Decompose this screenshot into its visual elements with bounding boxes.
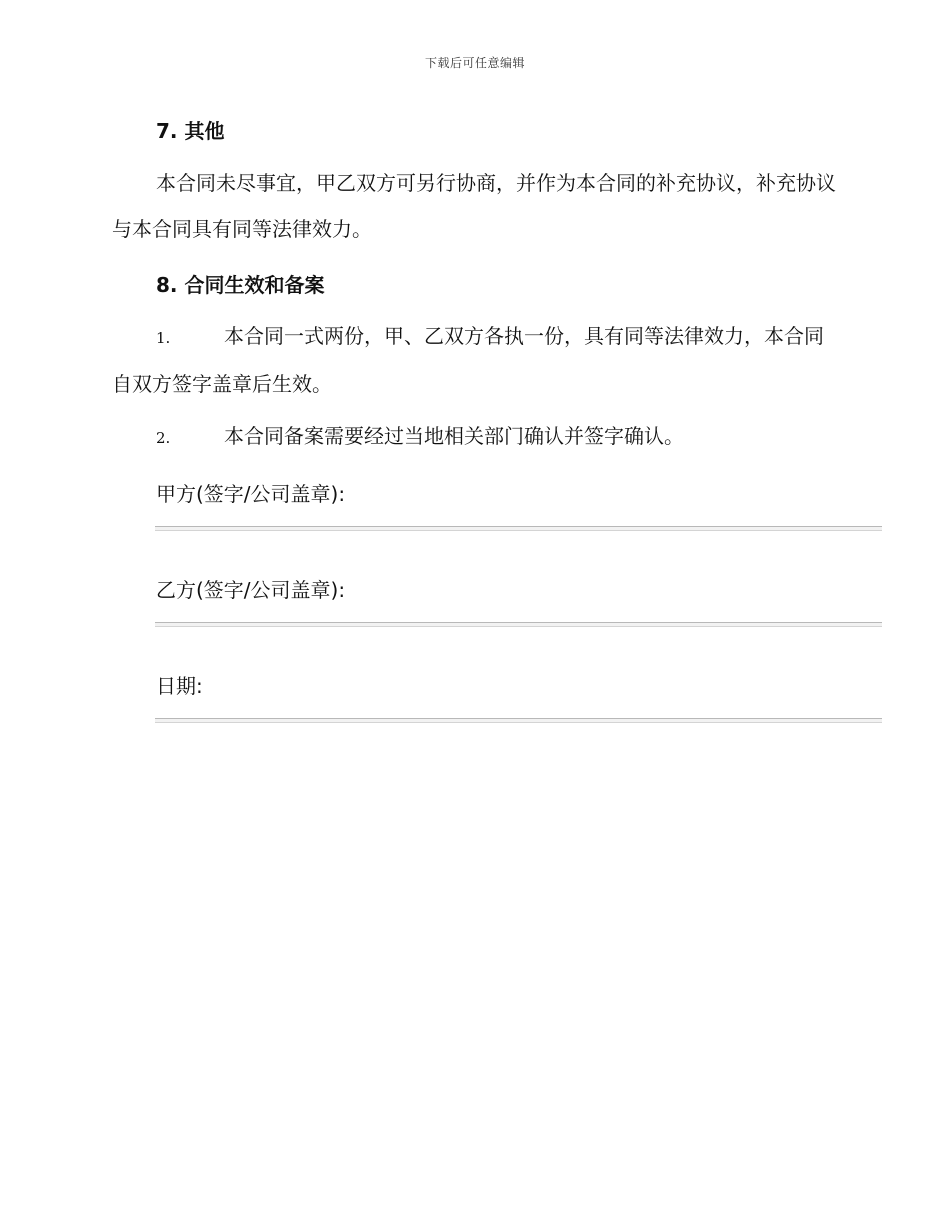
date-label: 日期:: [156, 674, 203, 698]
list-item-text: 本合同一式两份，甲、乙双方各执一份，具有同等法律效力，本合同自双方签字盖章后生效。: [112, 324, 824, 396]
section-7-paragraph: 本合同未尽事宜，甲乙双方可另行协商，并作为本合同的补充协议，补充协议与本合同具有同等法律效力。: [112, 171, 836, 241]
list-item-number: 1.: [156, 329, 171, 347]
party-b-signature-line: [155, 622, 882, 627]
list-item: [112, 313, 842, 407]
section-7-heading: 7. 其他: [156, 119, 225, 143]
party-a-signature-label: 甲方(签字/公司盖章):: [156, 482, 346, 506]
party-b-signature-label: 乙方(签字/公司盖章):: [156, 578, 346, 602]
party-a-signature-line: [155, 526, 882, 531]
date-line: [155, 718, 882, 723]
header-note: 下载后可任意编辑: [424, 56, 525, 70]
list-item: [112, 413, 842, 461]
list-item-text: 本合同备案需要经过当地相关部门确认并签字确认。: [224, 424, 684, 448]
list-item-number: 2.: [156, 429, 171, 447]
section-8-heading: 8. 合同生效和备案: [156, 273, 325, 297]
